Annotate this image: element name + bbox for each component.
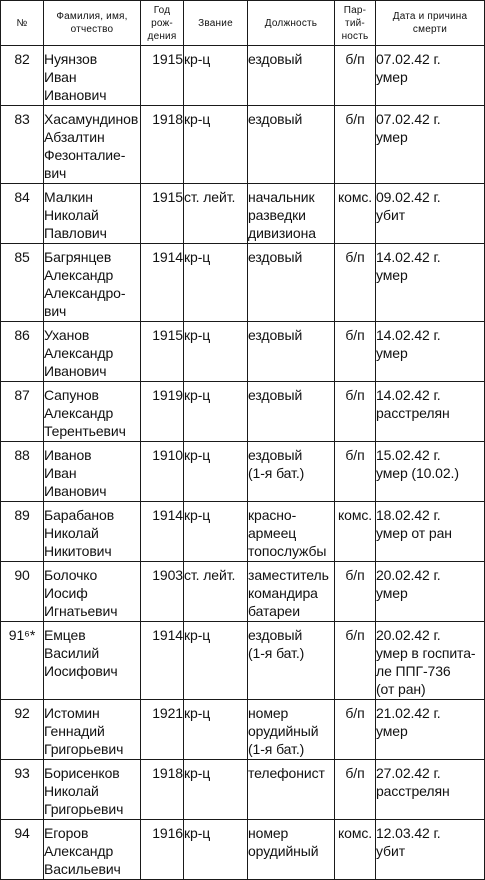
birth-year: 1915: [141, 322, 184, 382]
person-name: [44, 502, 141, 562]
person-name-line: Борисенков: [44, 765, 120, 781]
position-line: командира: [248, 585, 318, 601]
person-name-line: Василий: [44, 645, 100, 661]
person-name: [44, 46, 141, 106]
person-name-line: Александр: [44, 405, 114, 421]
row-number: 91⁶*: [1, 622, 44, 700]
military-rank: [184, 184, 248, 244]
person-name: [44, 244, 141, 322]
position: [248, 700, 335, 760]
person-name-line: Александро-: [44, 285, 126, 301]
position-line: ездовый: [248, 51, 303, 67]
death-date-cause-line: 14.02.42 г.: [376, 387, 441, 403]
death-date-cause-line: 20.02.42 г.: [376, 627, 441, 643]
row-number: 90: [1, 562, 44, 622]
party-membership: комс.: [335, 184, 376, 244]
person-name-line: Александр: [44, 345, 114, 361]
person-name: [44, 106, 141, 184]
death-date-cause: [376, 502, 485, 562]
death-date-cause-line: 14.02.42 г.: [376, 327, 441, 343]
position: [248, 46, 335, 106]
party-membership: б/п: [335, 46, 376, 106]
position: [248, 382, 335, 442]
position-line: начальник: [248, 189, 315, 205]
person-name-line: Болочко: [44, 567, 98, 583]
party-membership: б/п: [335, 700, 376, 760]
row-number: 92: [1, 700, 44, 760]
birth-year: 1915: [141, 46, 184, 106]
death-date-cause-line: 07.02.42 г.: [376, 51, 441, 67]
military-rank-line: кр-ц: [184, 765, 211, 781]
position: [248, 820, 335, 880]
death-date-cause-line: 12.03.42 г.: [376, 825, 441, 841]
party-membership: комс.: [335, 502, 376, 562]
person-name-line: Николай: [44, 207, 99, 223]
person-name-line: Иванов: [44, 447, 92, 463]
military-rank: [184, 244, 248, 322]
person-name: [44, 184, 141, 244]
death-date-cause-line: 27.02.42 г.: [376, 765, 441, 781]
birth-year: 1916: [141, 820, 184, 880]
position-line: (1-я бат.): [248, 741, 305, 757]
military-rank-line: кр-ц: [184, 249, 211, 265]
death-date-cause-line: (от ран): [376, 681, 426, 697]
person-name-line: Нуянзов: [44, 51, 98, 67]
person-name: [44, 700, 141, 760]
military-rank-line: кр-ц: [184, 111, 211, 127]
person-name-line: Фезонталие-: [44, 147, 126, 163]
row-number: 86: [1, 322, 44, 382]
death-date-cause-line: 14.02.42 г.: [376, 249, 441, 265]
position-line: топослужбы: [248, 543, 327, 559]
birth-year: 1914: [141, 622, 184, 700]
position: [248, 760, 335, 820]
party-membership: б/п: [335, 622, 376, 700]
person-name-line: Васильевич: [44, 861, 121, 877]
table-row: [1, 106, 485, 184]
death-date-cause: [376, 820, 485, 880]
death-date-cause: [376, 562, 485, 622]
person-name: [44, 820, 141, 880]
table-row: [1, 46, 485, 106]
position-line: ездовый: [248, 387, 303, 403]
position: [248, 562, 335, 622]
person-name-line: Иван: [44, 465, 77, 481]
party-membership: б/п: [335, 382, 376, 442]
position-line: номер: [248, 705, 289, 721]
person-name-line: Иосифович: [44, 663, 118, 679]
death-date-cause-line: 09.02.42 г.: [376, 189, 441, 205]
military-rank: [184, 106, 248, 184]
person-name-line: Игнатьевич: [44, 603, 118, 619]
person-name-line: Николай: [44, 525, 99, 541]
person-name-line: Уханов: [44, 327, 90, 343]
military-rank-line: кр-ц: [184, 327, 211, 343]
position-line: батареи: [248, 603, 300, 619]
death-date-cause: [376, 760, 485, 820]
person-name-line: Емцев: [44, 627, 86, 643]
header-position: Должность: [248, 1, 335, 46]
person-name-line: Григорьевич: [44, 741, 124, 757]
table-row: [1, 184, 485, 244]
person-name-line: Иосиф: [44, 585, 88, 601]
military-rank: [184, 382, 248, 442]
person-name-line: Абзалтин: [44, 129, 105, 145]
birth-year: 1915: [141, 184, 184, 244]
death-date-cause-line: умер: [376, 129, 408, 145]
position-line: ездовый: [248, 111, 303, 127]
death-date-cause-line: 21.02.42 г.: [376, 705, 441, 721]
position: [248, 244, 335, 322]
military-rank: [184, 700, 248, 760]
table-row: [1, 322, 485, 382]
position: [248, 502, 335, 562]
party-membership: б/п: [335, 760, 376, 820]
death-date-cause-line: убит: [376, 843, 406, 859]
person-name-line: Григорьевич: [44, 801, 124, 817]
birth-year: 1918: [141, 106, 184, 184]
position-line: разведки: [248, 207, 306, 223]
birth-year: 1919: [141, 382, 184, 442]
death-date-cause-line: умер: [376, 69, 408, 85]
position-line: (1-я бат.): [248, 645, 305, 661]
row-number: 83: [1, 106, 44, 184]
person-name-line: Иван: [44, 69, 77, 85]
death-date-cause: [376, 622, 485, 700]
military-rank: [184, 46, 248, 106]
header-row: [1, 1, 485, 46]
death-date-cause-line: расстрелян: [376, 783, 450, 799]
birth-year: 1921: [141, 700, 184, 760]
position-line: армеец: [248, 525, 297, 541]
header-death: Дата и причина смерти: [376, 1, 485, 46]
table-row: [1, 244, 485, 322]
military-rank: [184, 442, 248, 502]
military-rank-line: ст. лейт.: [184, 189, 236, 205]
header-year: Год рож- дения: [141, 1, 184, 46]
position: [248, 622, 335, 700]
death-date-cause: [376, 184, 485, 244]
person-name-line: Сапунов: [44, 387, 99, 403]
row-number: 84: [1, 184, 44, 244]
person-name-line: Николай: [44, 783, 99, 799]
death-date-cause: [376, 382, 485, 442]
person-name: [44, 322, 141, 382]
birth-year: 1914: [141, 244, 184, 322]
birth-year: 1903: [141, 562, 184, 622]
death-date-cause-line: умер (10.02.): [376, 465, 459, 481]
birth-year: 1918: [141, 760, 184, 820]
table-row: [1, 622, 485, 700]
death-date-cause-line: ле ППГ-736: [376, 663, 451, 679]
person-name-line: Иванович: [44, 363, 107, 379]
header-name: Фамилия, имя, отчество: [44, 1, 141, 46]
person-name-line: Багрянцев: [44, 249, 112, 265]
person-name-line: Истомин: [44, 705, 100, 721]
military-rank-line: кр-ц: [184, 627, 211, 643]
death-date-cause-line: умер от ран: [376, 525, 452, 541]
person-name-line: Иванович: [44, 483, 107, 499]
military-rank: [184, 322, 248, 382]
death-date-cause-line: 18.02.42 г.: [376, 507, 441, 523]
position: [248, 106, 335, 184]
military-rank: [184, 622, 248, 700]
death-date-cause-line: умер в госпита-: [376, 645, 476, 661]
military-rank-line: кр-ц: [184, 387, 211, 403]
person-name-line: Хасамундинов: [44, 111, 139, 127]
row-number: 89: [1, 502, 44, 562]
person-name: [44, 442, 141, 502]
person-name: [44, 562, 141, 622]
death-date-cause: [376, 700, 485, 760]
death-date-cause-line: умер: [376, 723, 408, 739]
death-date-cause-line: умер: [376, 267, 408, 283]
military-rank-line: кр-ц: [184, 705, 211, 721]
birth-year: 1910: [141, 442, 184, 502]
person-name-line: Александр: [44, 843, 114, 859]
row-number: 87: [1, 382, 44, 442]
table-header: [1, 1, 485, 46]
table-body: [1, 46, 485, 880]
death-date-cause-line: умер: [376, 585, 408, 601]
military-rank-line: кр-ц: [184, 447, 211, 463]
position-line: ездовый: [248, 327, 303, 343]
position: [248, 184, 335, 244]
death-date-cause-line: 20.02.42 г.: [376, 567, 441, 583]
military-rank-line: кр-ц: [184, 507, 211, 523]
position-line: номер: [248, 825, 289, 841]
table-row: [1, 700, 485, 760]
table-row: [1, 760, 485, 820]
military-rank: [184, 760, 248, 820]
position-line: орудийный: [248, 843, 319, 859]
person-name: [44, 760, 141, 820]
death-date-cause-line: 07.02.42 г.: [376, 111, 441, 127]
table-row: [1, 820, 485, 880]
row-number: 93: [1, 760, 44, 820]
position: [248, 442, 335, 502]
person-name-line: Никитович: [44, 543, 112, 559]
position-line: ездовый: [248, 249, 303, 265]
row-number: 85: [1, 244, 44, 322]
position-line: ездовый: [248, 627, 303, 643]
header-party: Пар- тий- ность: [335, 1, 376, 46]
position-line: телефонист: [248, 765, 325, 781]
death-date-cause-line: расстрелян: [376, 405, 450, 421]
death-date-cause: [376, 442, 485, 502]
person-name-line: вич: [44, 303, 67, 319]
row-number: 88: [1, 442, 44, 502]
person-name-line: Малкин: [44, 189, 93, 205]
position-line: орудийный: [248, 723, 319, 739]
party-membership: б/п: [335, 322, 376, 382]
person-name-line: Иванович: [44, 87, 107, 103]
military-rank: [184, 562, 248, 622]
party-membership: б/п: [335, 244, 376, 322]
death-date-cause-line: убит: [376, 207, 406, 223]
position-line: дивизиона: [248, 225, 316, 241]
row-number: 82: [1, 46, 44, 106]
header-rank: Звание: [184, 1, 248, 46]
military-rank-line: кр-ц: [184, 51, 211, 67]
party-membership: б/п: [335, 442, 376, 502]
table-row: [1, 562, 485, 622]
person-name: [44, 382, 141, 442]
person-name-line: вич: [44, 165, 67, 181]
party-membership: б/п: [335, 562, 376, 622]
military-rank: [184, 502, 248, 562]
military-rank-line: кр-ц: [184, 825, 211, 841]
position: [248, 322, 335, 382]
position-line: (1-я бат.): [248, 465, 305, 481]
party-membership: комс.: [335, 820, 376, 880]
military-rank: [184, 820, 248, 880]
row-number: 94: [1, 820, 44, 880]
birth-year: 1914: [141, 502, 184, 562]
death-date-cause: [376, 322, 485, 382]
party-membership: б/п: [335, 106, 376, 184]
position-line: ездовый: [248, 447, 303, 463]
death-date-cause: [376, 106, 485, 184]
table-row: [1, 442, 485, 502]
military-rank-line: ст. лейт.: [184, 567, 236, 583]
header-num: №: [1, 1, 44, 46]
person-name-line: Геннадий: [44, 723, 105, 739]
person-name-line: Павлович: [44, 225, 107, 241]
person-name: [44, 622, 141, 700]
death-date-cause: [376, 46, 485, 106]
person-name-line: Егоров: [44, 825, 89, 841]
table-row: [1, 502, 485, 562]
death-date-cause: [376, 244, 485, 322]
person-name-line: Александр: [44, 267, 114, 283]
person-name-line: Терентьевич: [44, 423, 126, 439]
person-name-line: Барабанов: [44, 507, 115, 523]
position-line: красно-: [248, 507, 297, 523]
position-line: заместитель: [248, 567, 329, 583]
death-date-cause-line: умер: [376, 345, 408, 361]
death-date-cause-line: 15.02.42 г.: [376, 447, 441, 463]
table-row: [1, 382, 485, 442]
